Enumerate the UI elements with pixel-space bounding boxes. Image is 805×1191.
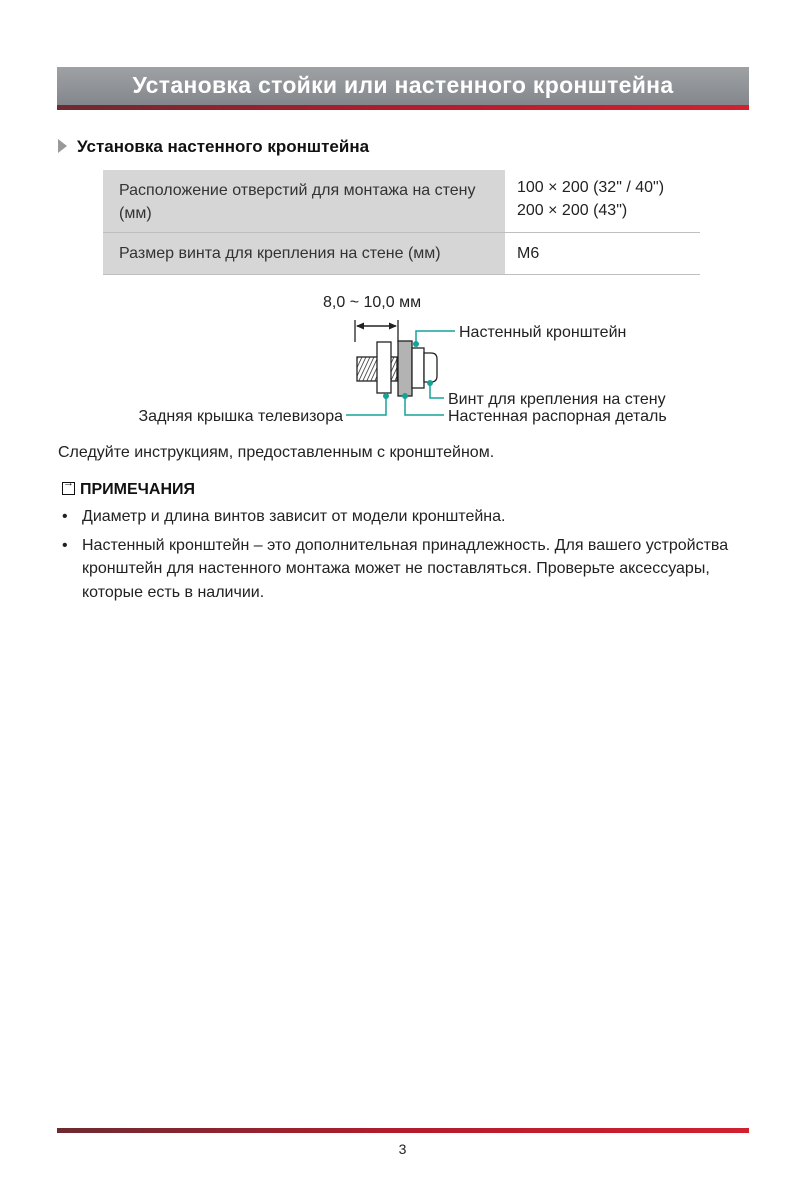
instruction-text: Следуйте инструкциям, предоставленным с кронштейном. [58, 444, 495, 461]
callout-screw: Винт для крепления на стену [448, 391, 666, 408]
page-title: Установка стойки или настенного кронштейна [132, 72, 674, 98]
list-item: • Диаметр и длина винтов зависит от модели кронштейна. [58, 505, 738, 529]
callout-back-cover: Задняя крышка телевизора [138, 408, 343, 425]
list-item: • Настенный кронштейн – это дополнительная принадлежность. Для вашего устройства кронштейн для настенного монтажа может не поставляться. Проверьте аксессуары, которые есть в наличии. [58, 534, 738, 605]
dimension-label: 8,0 ~ 10,0 мм [323, 294, 422, 311]
notes-list [58, 505, 738, 609]
table-value-cell: M6 [505, 233, 700, 275]
notes-heading [62, 481, 195, 499]
dimension-arrow [355, 320, 398, 342]
callout-spacer: Настенная распорная деталь [448, 408, 667, 425]
callout-wall-bracket: Настенный кронштейн [459, 324, 627, 341]
section-title: Установка настенного кронштейна [77, 137, 370, 156]
table-value-line: 100 × 200 (32" / 40") [517, 179, 665, 196]
table-value-line: 200 × 200 (43") [517, 202, 628, 219]
page-number: 3 [398, 1141, 407, 1157]
screw-illustration [357, 341, 437, 396]
table-key-cell: Расположение отверстий для монтажа на стену (мм) [103, 170, 505, 233]
footer-accent-line [57, 1128, 749, 1133]
notes-title: ПРИМЕЧАНИЯ [80, 481, 196, 498]
note-arrow-icon [62, 482, 75, 495]
screw-mount-diagram [0, 0, 805, 440]
table-key-cell: Размер винта для крепления на стене (мм) [103, 233, 505, 275]
